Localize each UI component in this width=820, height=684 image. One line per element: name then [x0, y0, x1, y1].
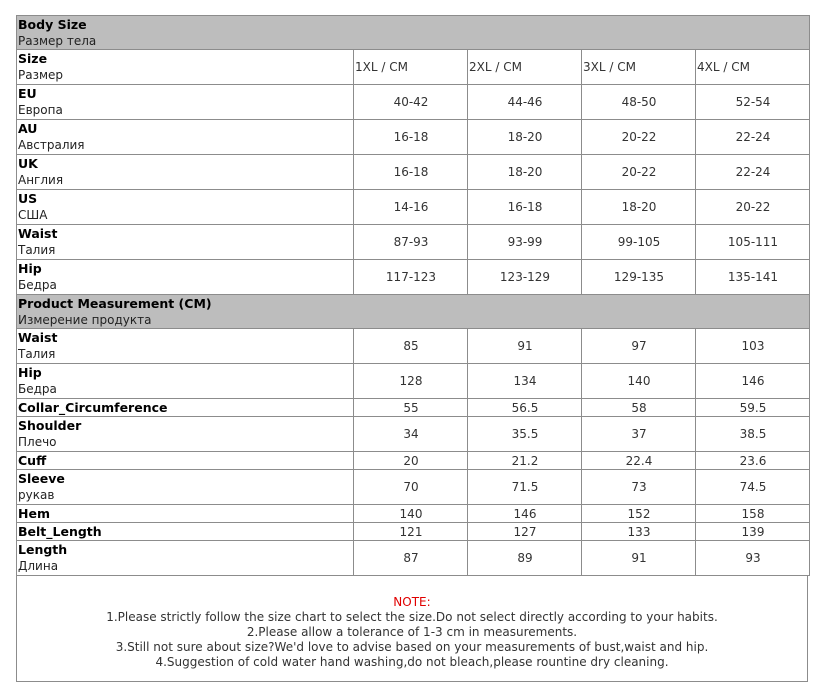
table-row	[17, 399, 810, 417]
row-label: Hip	[18, 365, 42, 380]
product-subtitle: Измерение продукта	[18, 312, 152, 327]
row-label: EU	[18, 86, 37, 101]
value-cell: 135-141	[696, 260, 810, 295]
row-label-cell	[17, 523, 354, 541]
value-cell: 103	[696, 329, 810, 364]
row-sublabel: Талия	[18, 347, 56, 361]
table-row	[17, 260, 810, 295]
value-cell: 74.5	[696, 470, 810, 505]
value-cell: 85	[354, 329, 468, 364]
value-cell: 89	[468, 541, 582, 576]
table-row	[17, 190, 810, 225]
value-cell: 14-16	[354, 190, 468, 225]
size-chart	[16, 15, 810, 682]
value-cell: 158	[696, 505, 810, 523]
row-label-cell	[17, 120, 354, 155]
note-line: 2.Please allow a tolerance of 1-3 cm in measurements.	[246, 625, 578, 639]
row-label-cell	[17, 364, 354, 399]
row-sublabel: Бедра	[18, 278, 57, 292]
row-label: Waist	[18, 226, 58, 241]
product-title: Product Measurement (CM)	[18, 295, 212, 311]
value-cell: 87-93	[354, 225, 468, 260]
value-cell: 56.5	[468, 399, 582, 417]
value-cell: 18-20	[582, 190, 696, 225]
note-line: 4.Suggestion of cold water hand washing,do not bleach,please rountine dry cleaning.	[155, 655, 669, 669]
value-cell: 70	[354, 470, 468, 505]
row-label: UK	[18, 156, 38, 171]
row-label-cell	[17, 329, 354, 364]
row-label-cell	[17, 505, 354, 523]
note-line: 3.Still not sure about size?We'd love to advise based on your measurements of bust,waist and hip.	[115, 640, 709, 654]
value-cell: 20-22	[582, 120, 696, 155]
table-row	[17, 541, 810, 576]
value-cell: 22.4	[582, 452, 696, 470]
value-cell: 20-22	[696, 190, 810, 225]
value-cell: 21.2	[468, 452, 582, 470]
row-sublabel: Бедра	[18, 382, 57, 396]
row-label: Hip	[18, 261, 42, 276]
size-header-label-cell	[17, 50, 354, 85]
table-row	[17, 85, 810, 120]
value-cell: 52-54	[696, 85, 810, 120]
value-cell: 129-135	[582, 260, 696, 295]
size-table	[16, 15, 810, 576]
value-cell: 16-18	[354, 120, 468, 155]
row-label: Shoulder	[18, 418, 82, 433]
body-size-subtitle: Размер тела	[18, 33, 97, 48]
note-line: 1.Please strictly follow the size chart to select the size.Do not select directly according to your habits.	[106, 610, 718, 624]
notes-box	[16, 576, 808, 682]
value-cell: 146	[696, 364, 810, 399]
row-label-cell	[17, 155, 354, 190]
value-cell: 40-42	[354, 85, 468, 120]
row-label-cell	[17, 260, 354, 295]
row-label-cell	[17, 452, 354, 470]
value-cell: 22-24	[696, 155, 810, 190]
value-cell: 128	[354, 364, 468, 399]
body-size-title-cell	[17, 16, 810, 50]
table-row	[17, 523, 810, 541]
row-label: Cuff	[18, 452, 47, 468]
value-cell: 99-105	[582, 225, 696, 260]
value-cell: 18-20	[468, 155, 582, 190]
value-cell: 121	[354, 523, 468, 541]
table-row	[17, 417, 810, 452]
row-label-cell	[17, 85, 354, 120]
table-row	[17, 329, 810, 364]
row-label-cell	[17, 470, 354, 505]
value-cell: 44-46	[468, 85, 582, 120]
row-label-cell	[17, 225, 354, 260]
value-cell: 134	[468, 364, 582, 399]
value-cell: 146	[468, 505, 582, 523]
row-label: Length	[18, 542, 68, 557]
size-header-label: Size	[18, 51, 48, 66]
row-label-cell	[17, 541, 354, 576]
value-cell: 87	[354, 541, 468, 576]
product-section-header	[17, 295, 810, 329]
body-size-title: Body Size	[18, 16, 87, 32]
value-cell: 140	[354, 505, 468, 523]
value-cell: 133	[582, 523, 696, 541]
row-sublabel: Англия	[18, 173, 64, 187]
table-row	[17, 452, 810, 470]
size-header-sublabel: Размер	[18, 68, 64, 82]
value-cell: 97	[582, 329, 696, 364]
row-label-cell	[17, 190, 354, 225]
row-label: US	[18, 191, 38, 206]
row-sublabel: рукав	[18, 488, 55, 502]
value-cell: 91	[582, 541, 696, 576]
value-cell: 22-24	[696, 120, 810, 155]
row-sublabel: Австралия	[18, 138, 85, 152]
table-row	[17, 225, 810, 260]
value-cell: 117-123	[354, 260, 468, 295]
product-title-cell	[17, 295, 810, 329]
value-cell: 127	[468, 523, 582, 541]
value-cell: 73	[582, 470, 696, 505]
value-cell: 91	[468, 329, 582, 364]
value-cell: 93	[696, 541, 810, 576]
size-header-row	[17, 50, 810, 85]
value-cell: 35.5	[468, 417, 582, 452]
size-col-1xl: 1XL / CM	[354, 50, 468, 85]
note-title: NOTE:	[393, 595, 431, 609]
row-sublabel: США	[18, 208, 48, 222]
row-sublabel: Талия	[18, 243, 56, 257]
value-cell: 16-18	[354, 155, 468, 190]
row-label: Sleeve	[18, 471, 65, 486]
row-label: Collar_Circumference	[18, 399, 168, 415]
row-label: Waist	[18, 330, 58, 345]
value-cell: 140	[582, 364, 696, 399]
table-row	[17, 505, 810, 523]
value-cell: 38.5	[696, 417, 810, 452]
body-size-section-header	[17, 16, 810, 50]
value-cell: 34	[354, 417, 468, 452]
row-label-cell	[17, 417, 354, 452]
row-label: Hem	[18, 505, 50, 521]
row-label-cell	[17, 399, 354, 417]
size-col-4xl: 4XL / CM	[696, 50, 810, 85]
table-row	[17, 120, 810, 155]
value-cell: 152	[582, 505, 696, 523]
row-sublabel: Плечо	[18, 435, 57, 449]
row-sublabel: Длина	[18, 559, 59, 573]
table-row	[17, 364, 810, 399]
value-cell: 93-99	[468, 225, 582, 260]
value-cell: 16-18	[468, 190, 582, 225]
row-sublabel: Европа	[18, 103, 63, 117]
row-label: Belt_Length	[18, 523, 102, 539]
size-col-2xl: 2XL / CM	[468, 50, 582, 85]
value-cell: 20	[354, 452, 468, 470]
value-cell: 123-129	[468, 260, 582, 295]
value-cell: 59.5	[696, 399, 810, 417]
value-cell: 139	[696, 523, 810, 541]
value-cell: 71.5	[468, 470, 582, 505]
table-row	[17, 155, 810, 190]
value-cell: 23.6	[696, 452, 810, 470]
value-cell: 18-20	[468, 120, 582, 155]
size-col-3xl: 3XL / CM	[582, 50, 696, 85]
value-cell: 105-111	[696, 225, 810, 260]
row-label: AU	[18, 121, 38, 136]
value-cell: 20-22	[582, 155, 696, 190]
value-cell: 55	[354, 399, 468, 417]
value-cell: 37	[582, 417, 696, 452]
table-row	[17, 470, 810, 505]
value-cell: 58	[582, 399, 696, 417]
value-cell: 48-50	[582, 85, 696, 120]
